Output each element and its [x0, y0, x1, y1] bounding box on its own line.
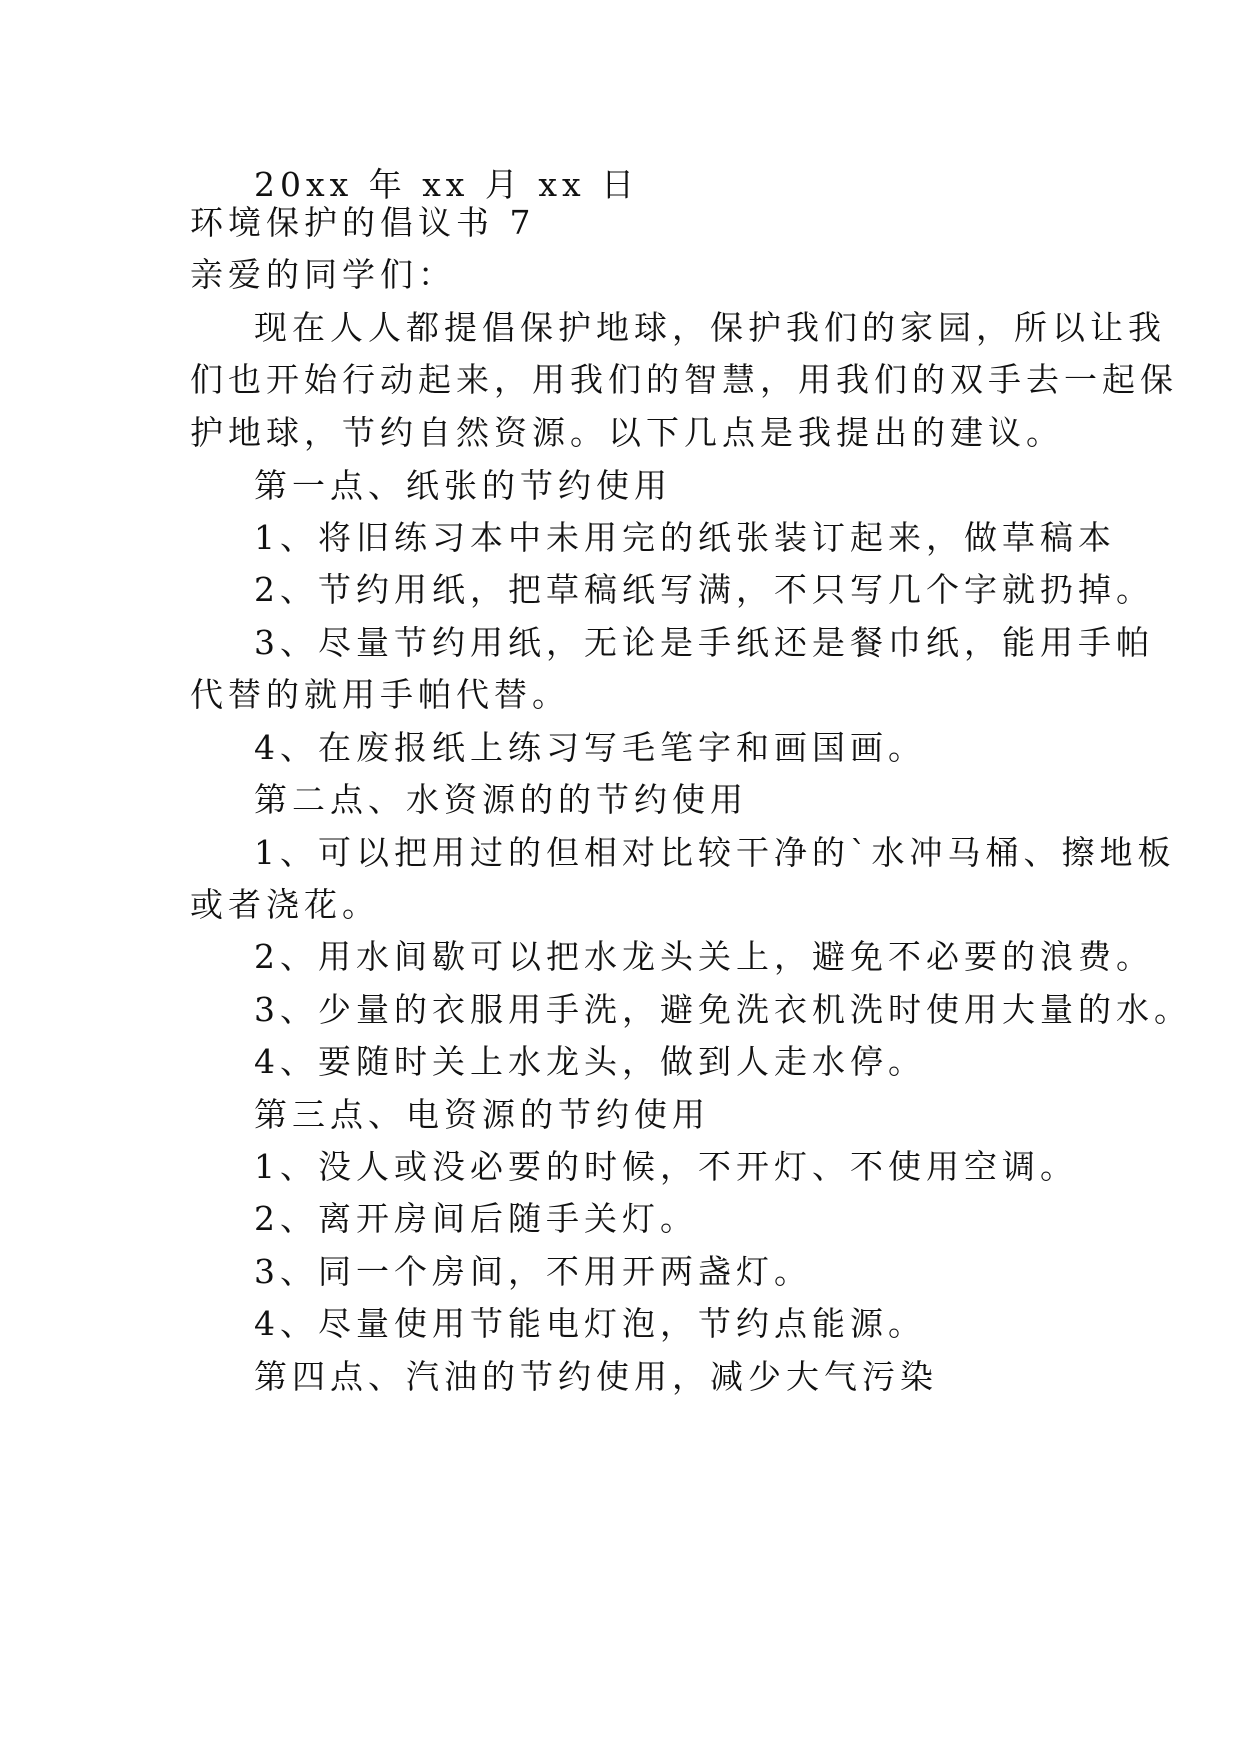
list-item: 2、离开房间后随手关灯。: [254, 1199, 698, 1238]
list-item: 4、尽量使用节能电灯泡，节约点能源。: [254, 1304, 926, 1343]
list-item-continued: 代替的就用手帕代替。: [190, 675, 570, 714]
paragraph-line: 现在人人都提倡保护地球，保护我们的家园，所以让我: [254, 308, 1166, 347]
section-heading: 第一点、纸张的节约使用: [254, 466, 672, 505]
list-item: 2、节约用纸，把草稿纸写满，不只写几个字就扔掉。: [254, 570, 1154, 609]
list-item: 1、将旧练习本中未用完的纸张装订起来，做草稿本: [254, 518, 1116, 557]
date-line: 20xx 年 xx 月 xx 日: [254, 165, 640, 204]
document-title: 环境保护的倡议书 7: [190, 203, 536, 242]
section-heading: 第二点、水资源的的节约使用: [254, 780, 748, 819]
paragraph-line: 们也开始行动起来，用我们的智慧，用我们的双手去一起保: [190, 360, 1178, 399]
list-item: 2、用水间歇可以把水龙头关上，避免不必要的浪费。: [254, 937, 1154, 976]
list-item: 3、同一个房间，不用开两盏灯。: [254, 1252, 812, 1291]
section-heading: 第四点、汽油的节约使用，减少大气污染: [254, 1357, 938, 1396]
list-item: 1、可以把用过的但相对比较干净的`水冲马桶、擦地板: [254, 833, 1176, 872]
list-item-continued: 或者浇花。: [190, 885, 380, 924]
list-item: 4、在废报纸上练习写毛笔字和画国画。: [254, 728, 926, 767]
salutation: 亲爱的同学们：: [190, 255, 456, 294]
paragraph-line: 护地球，节约自然资源。以下几点是我提出的建议。: [190, 413, 1064, 452]
list-item: 1、没人或没必要的时候，不开灯、不使用空调。: [254, 1147, 1078, 1186]
section-heading: 第三点、电资源的节约使用: [254, 1095, 710, 1134]
list-item: 3、尽量节约用纸，无论是手纸还是餐巾纸，能用手帕: [254, 623, 1154, 662]
list-item: 3、少量的衣服用手洗，避免洗衣机洗时使用大量的水。: [254, 990, 1192, 1029]
list-item: 4、要随时关上水龙头，做到人走水停。: [254, 1042, 926, 1081]
